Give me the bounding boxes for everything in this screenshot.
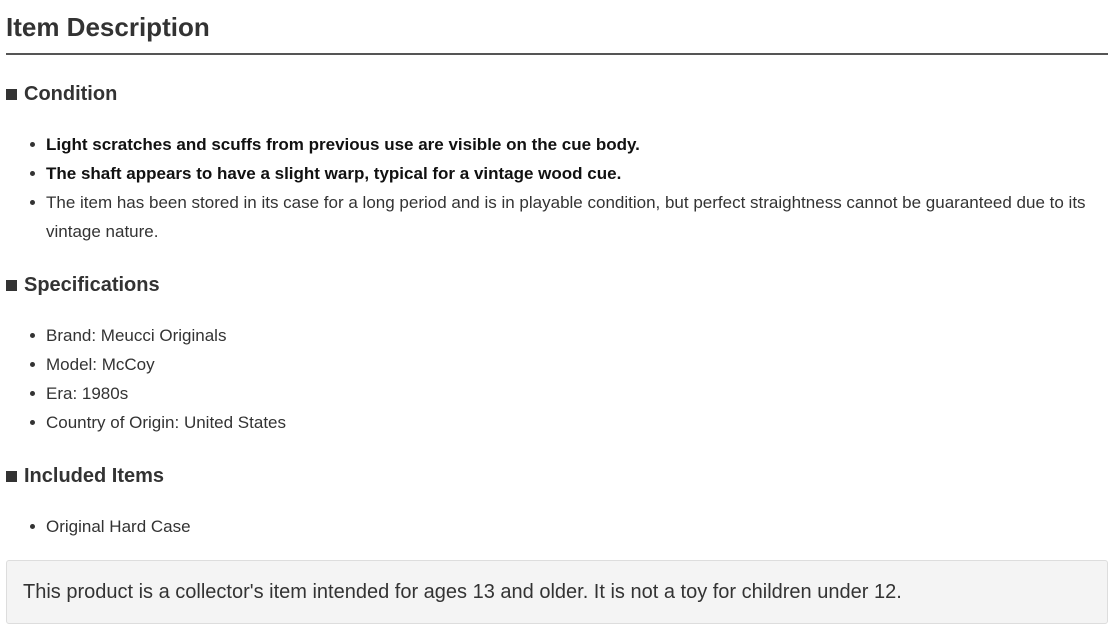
condition-list [28,130,1106,246]
specifications-list [28,321,1106,437]
specifications-heading [6,273,160,297]
condition-heading-label: Condition [24,83,118,105]
list-item: The shaft appears to have a slight warp, typical for a vintage wood cue. [28,159,1106,188]
list-item: Brand: Meucci Originals [28,321,1106,350]
included-items-list [28,512,1106,541]
list-item: Model: McCoy [28,350,1106,379]
included-items-heading-label: Included Items [24,465,165,487]
specifications-heading-label: Specifications [24,274,160,296]
list-item: The item has been stored in its case for a long period and is in playable condition, but perfect straightness cannot be guaranteed due to its vintage nature. [28,188,1106,246]
square-bullet-icon [6,89,17,100]
square-bullet-icon [6,280,17,291]
included-items-heading [6,464,164,488]
age-notice-text: This product is a collector's item intended for ages 13 and older. It is not a toy for children under 12. [23,581,902,603]
square-bullet-icon [6,471,17,482]
list-item: Country of Origin: United States [28,408,1106,437]
age-notice-box [6,560,1108,624]
list-item: Era: 1980s [28,379,1106,408]
condition-heading [6,82,117,106]
page-title: Item Description [6,0,1108,55]
list-item: Original Hard Case [28,512,1106,541]
list-item: Light scratches and scuffs from previous use are visible on the cue body. [28,130,1106,159]
